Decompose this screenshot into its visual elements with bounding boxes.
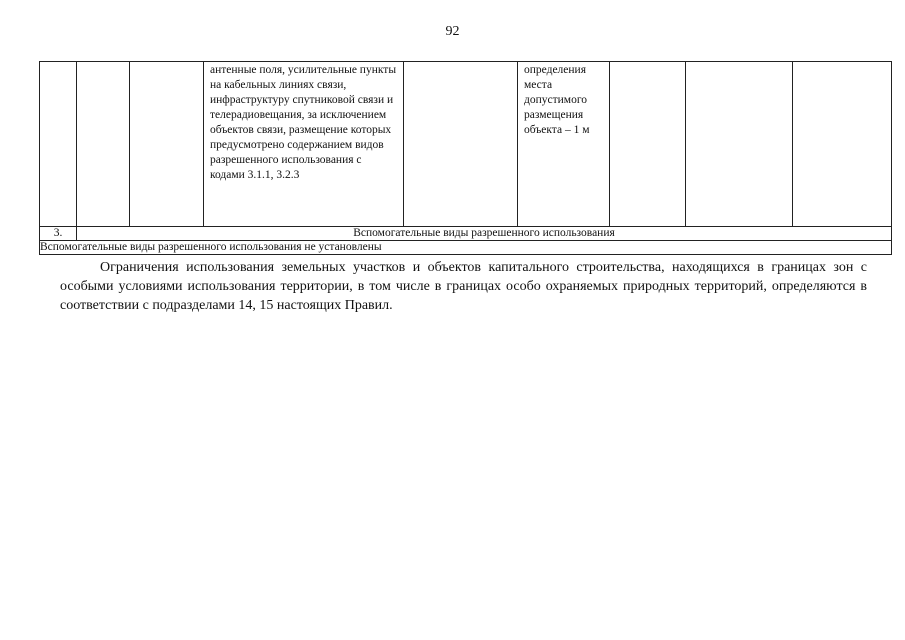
- section-title: Вспомогательные виды разрешенного использования: [77, 227, 892, 241]
- table-row: [40, 62, 892, 227]
- table-cell: [686, 62, 793, 227]
- table-row-section: [40, 227, 892, 241]
- activity-description-text: антенные поля, усилительные пункты на кабельных линиях связи, инфраструктуру спутниковой связи и телерадиовещания, за исключением объектов связи, размещение которых предусмотрено содержанием видов разрешенного использования с кодами 3.1.1, 3.2.3: [210, 64, 397, 181]
- table-cell: [404, 62, 518, 227]
- table-cell-parameter: [518, 62, 610, 227]
- table-cell: [793, 62, 892, 227]
- table-cell: [77, 62, 130, 227]
- section-number: 3.: [40, 227, 77, 241]
- table-row-note: [40, 241, 892, 255]
- restrictions-paragraph: Ограничения использования земельных участков и объектов капитального строительства, находящихся в границах зон с особыми условиями использования территории, в том числе в границах особо охраняемых природных территорий, определяются в соответствии с подразделами 14, 15 настоящих Правил.: [60, 260, 867, 313]
- page-number: 92: [445, 24, 460, 39]
- table-cell: [130, 62, 204, 227]
- table-cell: [610, 62, 686, 227]
- table-cell-activity-description: [204, 62, 404, 227]
- land-use-table: [39, 61, 892, 255]
- note-text: Вспомогательные виды разрешенного использования не установлены: [40, 241, 892, 255]
- table-cell: [40, 62, 77, 227]
- parameter-text: определения места допустимого размещения объекта – 1 м: [524, 64, 590, 136]
